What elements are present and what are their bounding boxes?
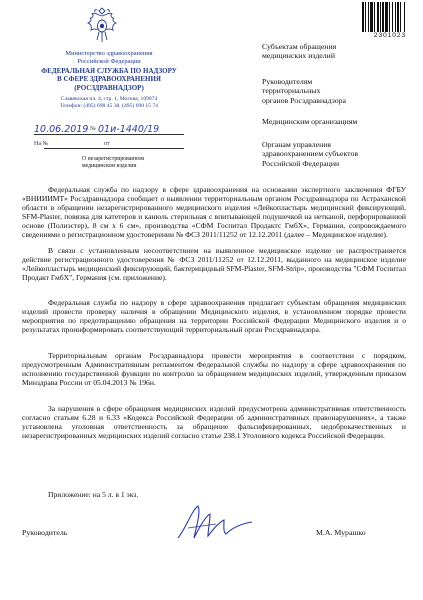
- barcode-bar: [392, 2, 393, 32]
- paragraph-5: За нарушения в сфере обращения медицинских изделий предусмотрена административная ответственность согласно статьям 6.28 и 6.33 «Кодекса Российской Федерации об административных правонарушениях», а также установлена уголовная ответственность за обращение фальсифицированных, недоброкачественных и незарегистрированных медицинских изделий согласно статье 238.1 Уголовного кодекса Российской Федерации.: [22, 404, 406, 441]
- state-emblem-icon: [82, 6, 122, 46]
- subject-line: О незарегистрированном: [82, 156, 145, 162]
- barcode: [362, 2, 418, 32]
- ministry-line: Российской Федерации: [77, 57, 141, 65]
- on-from-label: от: [104, 141, 110, 147]
- subject-line: медицинском изделии: [82, 163, 137, 169]
- on-number-rule: [44, 148, 184, 149]
- paragraph-4: Территориальным органам Росздравнадзора провести мероприятия в соответствии с порядком, предусмотренным Административным регламентом Федеральной службы по надзору в сфере здравоохранения по исполнению государственной функции по контролю за обращением медицинских изделий, утвержденным приказом Минздрава России от 05.04.2013 № 196н.: [22, 351, 406, 388]
- barcode-bar: [368, 2, 369, 32]
- registration-date: 10.06.2019: [34, 124, 89, 135]
- on-number-label: [34, 141, 110, 147]
- barcode-bar: [382, 2, 384, 32]
- addressee-line: Российской Федерации: [262, 158, 340, 168]
- addressee-territorial: [262, 77, 402, 105]
- barcode-number: 2301023: [373, 32, 407, 39]
- registration-line: [34, 124, 184, 135]
- barcode-bar: [365, 2, 366, 32]
- barcode-bar: [377, 2, 379, 32]
- paragraph-1: Федеральная служба по надзору в сфере здравоохранения на основании экспертного заключения ФГБУ «ВНИИИМТ» Росздравнадзора сообщает о выявлении территориальным органом Росздравнадзора по Астраханской области в обращении незарегистрированного медицинского изделия «Лейкопластырь медицинский фиксирующий, SFM-Plaster, повязка для катетеров и канюль стерильная с впитывающей подушечкой на нетканой, перфорированной основе (Полиэстер), 8 см х 6 см», производства «СФМ Госпитал Продактс ГмбХ», Германия, сопровождаемого сведениями о регистрационном удостоверении № ФСЗ 2011/11252 от 12.12.2011 (далее – Медицинское изделие).: [22, 185, 406, 240]
- registration-number: 01и-1440/19: [98, 124, 160, 135]
- barcode-bar: [395, 2, 396, 32]
- addressee-line: здравоохранением субъектов: [262, 149, 359, 159]
- barcode-bar: [404, 2, 405, 32]
- ministry-line: Министерство здравоохранения: [65, 50, 153, 57]
- barcode-bar: [362, 2, 364, 32]
- barcode-bar: [400, 2, 401, 32]
- service-address: [34, 96, 184, 110]
- registration-number-prefix: №: [90, 126, 96, 132]
- addressee-line: территориальных: [262, 86, 321, 96]
- service-name: [34, 67, 184, 92]
- paragraph-3: Федеральная служба по надзору в сфере здравоохранения предлагает субъектам обращения медицинских изделий провести проверку наличия в обращении Медицинского изделия, в установленном порядке провести мероприятия по предотвращению обращения на территории Российской Федерации Медицинского изделия и о результатах проинформировать соответствующий территориальный орган Росздравнадзора.: [22, 298, 406, 335]
- handwritten-signature: [168, 498, 258, 548]
- paragraph-2: В связи с установленным несоответствием на выявленное медицинское изделие не распространяется действие регистрационного удостоверения № ФСЗ 2011/11252 от 12.12.2011, выданного на медицинское изделие «Лейкопластырь медицинский фиксирующий, бактерицидный SFM-Plaster, SFM-Strip», производства "СФМ Госпитал Продакт ГмбХ", Германия (см. приложение).: [22, 246, 407, 283]
- service-line: В СФЕРЕ ЗДРАВООХРАНЕНИЯ: [57, 75, 161, 84]
- on-number-prefix: На №: [34, 141, 49, 147]
- addressee-line: медицинских изделий: [262, 51, 335, 61]
- signatory-title: Руководитель: [22, 528, 68, 537]
- addressee-line: Руководителям: [262, 77, 313, 86]
- service-line: ФЕДЕРАЛЬНАЯ СЛУЖБА ПО НАДЗОРУ: [41, 67, 177, 75]
- barcode-bar: [370, 2, 373, 32]
- addressee-line: Субъектам обращения: [262, 42, 337, 51]
- barcode-bar: [380, 2, 381, 32]
- barcode-bar: [389, 2, 390, 32]
- ministry-name: [34, 50, 184, 65]
- addressee-line: Органам управления: [262, 140, 331, 149]
- address-line: Славянская пл. 4, стр. 1, Москва, 109074: [60, 96, 158, 102]
- addressee-medical: [262, 117, 402, 126]
- attachment-note: Приложение: на 5 л. в 1 экз.: [48, 490, 139, 499]
- addressee-line: Медицинским организациям: [262, 117, 358, 126]
- addressee-line: органов Росздравнадзора: [262, 95, 346, 105]
- barcode-bar: [374, 2, 375, 32]
- signatory-name: М.А. Мурашко: [316, 528, 366, 537]
- barcode-bar: [397, 2, 399, 32]
- address-line: Телефон: (495) 698 45 38, (495) 698 15 74: [60, 103, 158, 109]
- addressee-health-authorities: [262, 140, 402, 168]
- letter-subject: [82, 156, 182, 170]
- addressee-subjects: [262, 42, 402, 61]
- barcode-bar: [385, 2, 388, 32]
- service-line: (РОСЗДРАВНАДЗОР): [74, 83, 144, 92]
